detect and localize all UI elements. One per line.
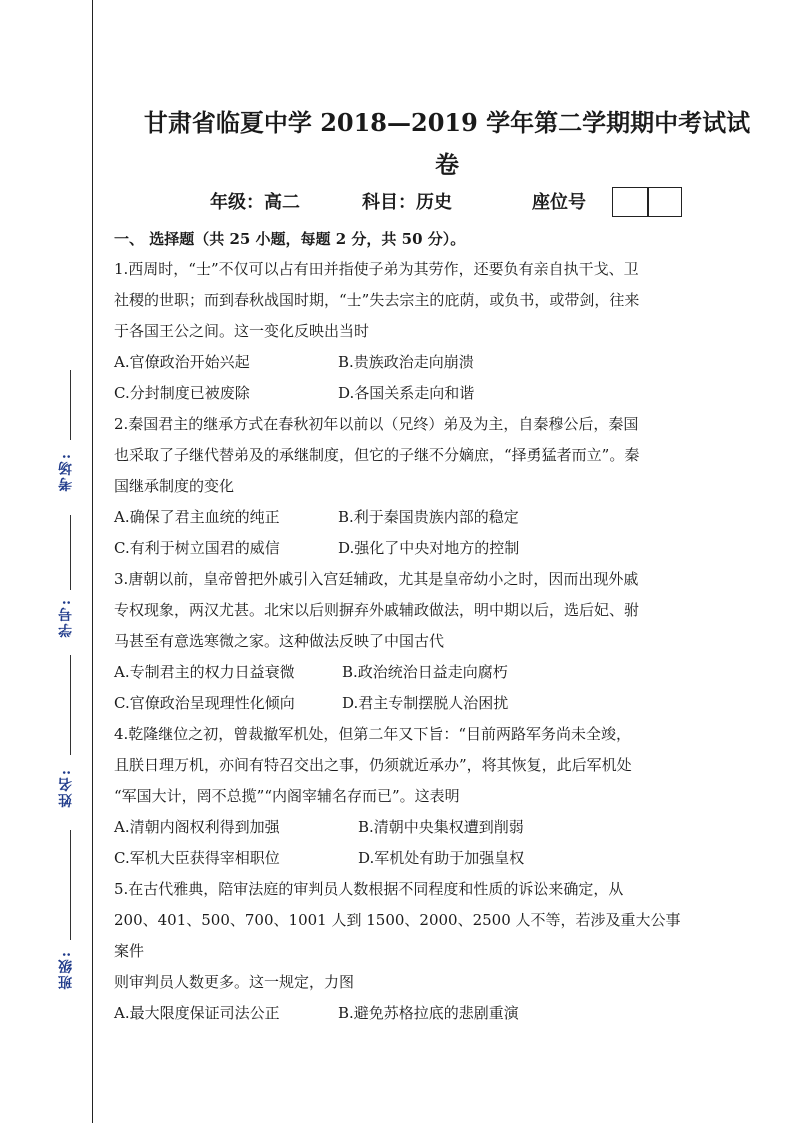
option-a: A.最大限度保证司法公正 <box>114 1004 280 1022</box>
option-a: A.专制君主的权力日益衰微 <box>114 663 295 681</box>
binding-margin-line <box>92 0 93 1123</box>
question-text-line: 1.西周时，“士”不仅可以占有田并指使子弟为其劳作，还要负有亲自执干戈、卫 <box>114 260 639 278</box>
question-text-line: 专权现象，两汉尤甚。北宋以后则摒弃外戚辅政做法，明中期以后，选后妃、驸 <box>114 601 640 619</box>
question-text-line: 马甚至有意选寒微之家。这种做法反映了中国古代 <box>114 632 445 650</box>
option-d: D.强化了中央对地方的控制 <box>338 539 520 557</box>
option-b: B.政治统治日益走向腐朽 <box>342 663 508 681</box>
question-2 <box>114 409 690 564</box>
question-5 <box>114 874 690 1029</box>
option-d: D.军机处有助于加强皇权 <box>358 849 525 867</box>
option-a: A.官僚政治开始兴起 <box>114 353 250 371</box>
question-text-line: 于各国王公之间。这一变化反映出当时 <box>114 322 370 340</box>
section-heading: 一、 选择题（共 25 小题，每题 2 分，共 50 分）。 <box>114 230 466 248</box>
option-d: D.各国关系走向和谐 <box>338 384 475 402</box>
side-label-exam-room: 考场: <box>58 452 74 492</box>
option-a: A.清朝内阁权利得到加强 <box>114 818 280 836</box>
side-label-student-id: 学号: <box>58 598 74 638</box>
option-b: B.贵族政治走向崩溃 <box>338 353 474 371</box>
page-title-line2: 卷 <box>435 150 459 179</box>
option-a: A.确保了君主血统的纯正 <box>114 508 280 526</box>
option-c: C.官僚政治呈现理性化倾向 <box>114 694 295 712</box>
question-text-line: “军国大计，罔不总揽”“内阁宰辅名存而已”。这表明 <box>114 787 460 805</box>
question-text-line: 4.乾隆继位之初，曾裁撤军机处，但第二年又下旨：“目前两路军务尚未全竣， <box>114 725 631 743</box>
option-b: B.避免苏格拉底的悲剧重演 <box>338 1004 519 1022</box>
question-1 <box>114 254 690 409</box>
option-c: C.有利于树立国君的威信 <box>114 539 280 557</box>
question-text-line: 2.秦国君主的继承方式在春秋初年以前以（兄终）弟及为主，自秦穆公后，秦国 <box>114 415 639 433</box>
subject-label: 科目：历史 <box>362 192 452 213</box>
question-4 <box>114 719 690 874</box>
grade-label: 年级：高二 <box>210 192 300 213</box>
side-label-name: 姓名: <box>58 768 74 808</box>
question-text-line: 5.在古代雅典，陪审法庭的审判员人数根据不同程度和性质的诉讼来确定，从 <box>114 880 624 898</box>
seat-label: 座位号 <box>532 192 586 213</box>
question-list <box>114 254 690 1029</box>
question-text-line: 也采取了子继代替弟及的承继制度，但它的子继不分嫡庶，“择勇猛者而立”。秦 <box>114 446 640 464</box>
option-b: B.清朝中央集权遭到削弱 <box>358 818 524 836</box>
option-d: D.君主专制摆脱人治困扰 <box>342 694 509 712</box>
option-b: B.利于秦国贵族内部的稳定 <box>338 508 519 526</box>
seat-number-box[interactable] <box>612 187 682 217</box>
question-text-line: 3.唐朝以前，皇帝曾把外戚引入宫廷辅政，尤其是皇帝幼小之时，因而出现外戚 <box>114 570 639 588</box>
option-c: C.分封制度已被废除 <box>114 384 250 402</box>
page-title-line1: 甘肃省临夏中学 2018—2019 学年第二学期期中考试试 <box>143 108 751 137</box>
question-text-line: 国继承制度的变化 <box>114 477 235 495</box>
question-text-line: 社稷的世职；而到春秋战国时期，“士”失去宗主的庇荫，或负书，或带剑，往来 <box>114 291 640 309</box>
question-3 <box>114 564 690 719</box>
side-label-class: 班级: <box>58 950 74 990</box>
question-text-line: 200、401、500、700、1001 人到 1500、2000、2500 人不等，若涉及重大公事案件 <box>114 911 681 960</box>
option-c: C.军机大臣获得宰相职位 <box>114 849 280 867</box>
question-text-line: 则审判员人数更多。这一规定，力图 <box>114 973 355 991</box>
question-text-line: 且朕日理万机，亦间有特召交出之事，仍须就近承办”，将其恢复，此后军机处 <box>114 756 632 774</box>
